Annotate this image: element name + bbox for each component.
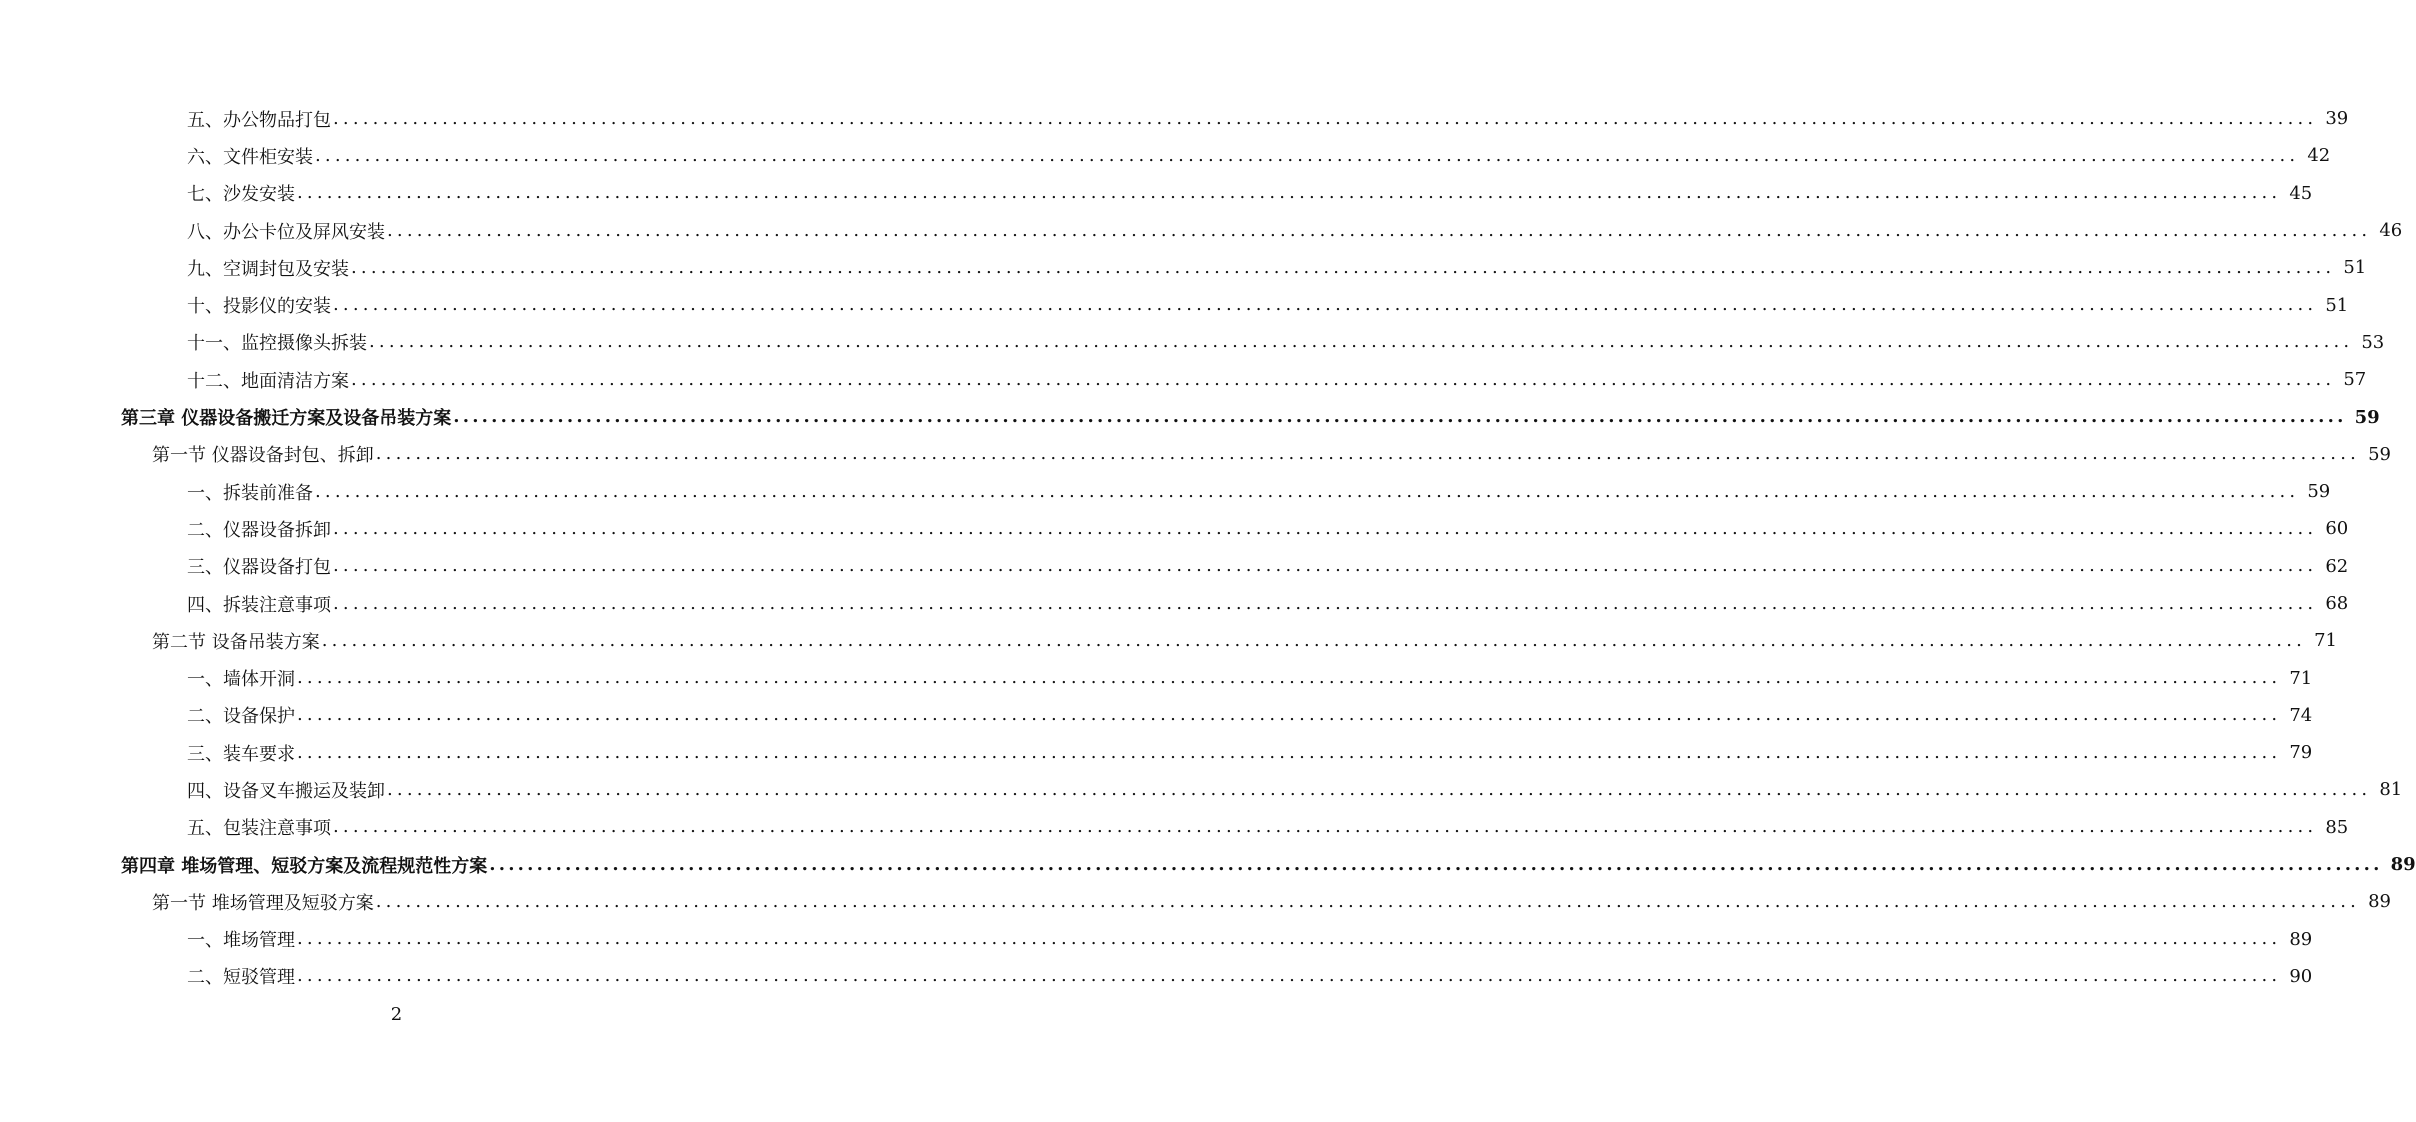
toc-section-entry[interactable]: [0, 622, 2337, 659]
toc-subsection-entry[interactable]: [0, 100, 2349, 137]
toc-dot-leader: ........................................................................................................................................................................................................: [297, 182, 2282, 204]
toc-entry-page-number: 68: [2325, 593, 2349, 614]
toc-entry-label: 二、仪器设备拆卸: [187, 519, 331, 541]
toc-subsection-entry[interactable]: [0, 473, 2331, 510]
toc-entry-page-number: 62: [2325, 555, 2349, 577]
toc-entry-label: 八、办公卡位及屏风安装: [187, 221, 385, 243]
toc-dot-leader: ........................................................................................................................................................................................................: [333, 816, 2318, 838]
toc-subsection-entry[interactable]: [0, 175, 2313, 212]
toc-entry-label: 五、办公物品打包: [187, 109, 331, 131]
toc-dot-leader: ........................................................................................................................................................................................................: [315, 144, 2300, 166]
toc-dot-leader: ........................................................................................................................................................................................................: [369, 331, 2354, 353]
toc-entry-label: 十、投影仪的安装: [187, 296, 331, 318]
toc-entry-page-number: 59: [2354, 406, 2380, 428]
toc-entry-label: 二、设备保护: [187, 706, 295, 728]
toc-section-entry[interactable]: [0, 883, 2391, 920]
toc-dot-leader: ........................................................................................................................................................................................................: [297, 928, 2282, 950]
toc-subsection-entry[interactable]: [0, 510, 2349, 547]
toc-entry-page-number: 89: [2289, 928, 2313, 950]
toc-subsection-entry[interactable]: [0, 548, 2349, 585]
toc-entry-label: 二、短驳管理: [187, 967, 295, 989]
toc-dot-leader: ........................................................................................................................................................................................................: [489, 853, 2383, 875]
toc-subsection-entry[interactable]: [0, 809, 2349, 846]
toc-dot-leader: ........................................................................................................................................................................................................: [321, 629, 2307, 651]
toc-entry-label: 第一节 堆场管理及短驳方案: [152, 892, 374, 914]
toc-entry-page-number: 71: [2314, 630, 2337, 652]
toc-subsection-entry[interactable]: [0, 958, 2313, 995]
toc-subsection-entry[interactable]: [0, 286, 2349, 323]
toc-entry-page-number: 90: [2289, 965, 2313, 987]
toc-subsection-entry[interactable]: [0, 921, 2313, 958]
toc-dot-leader: ........................................................................................................................................................................................................: [387, 219, 2372, 241]
toc-entry-label: 四、拆装注意事项: [187, 594, 331, 616]
toc-entry-page-number: 59: [2307, 481, 2331, 503]
toc-dot-leader: ........................................................................................................................................................................................................: [333, 294, 2318, 316]
toc-entry-label: 十二、地面清洁方案: [187, 370, 349, 392]
toc-entry-label: 一、堆场管理: [187, 930, 295, 952]
toc-subsection-entry[interactable]: [0, 249, 2367, 286]
toc-entry-page-number: 89: [2390, 854, 2416, 876]
toc-section-entry[interactable]: [0, 436, 2391, 473]
toc-dot-leader: ........................................................................................................................................................................................................: [375, 890, 2361, 912]
toc-dot-leader: ........................................................................................................................................................................................................: [375, 443, 2361, 465]
toc-subsection-entry[interactable]: [0, 324, 2385, 361]
toc-entry-page-number: 74: [2289, 704, 2313, 726]
toc-dot-leader: ........................................................................................................................................................................................................: [333, 555, 2318, 577]
toc-entry-label: 十一、监控摄像头拆装: [187, 333, 367, 355]
toc-dot-leader: ........................................................................................................................................................................................................: [351, 368, 2336, 390]
toc-entry-label: 一、墙体开洞: [187, 669, 295, 691]
toc-dot-leader: ........................................................................................................................................................................................................: [333, 107, 2318, 129]
toc-entry-page-number: 85: [2325, 816, 2349, 838]
toc-entry-page-number: 57: [2343, 369, 2367, 391]
toc-entry-page-number: 60: [2325, 518, 2349, 540]
toc-entry-label: 第三章 仪器设备搬迁方案及设备吊装方案: [121, 408, 452, 430]
toc-dot-leader: ........................................................................................................................................................................................................: [297, 741, 2282, 763]
toc-dot-leader: ........................................................................................................................................................................................................: [297, 667, 2282, 689]
toc-entry-label: 三、仪器设备打包: [187, 557, 331, 579]
toc-entry-page-number: 42: [2307, 145, 2331, 167]
toc-dot-leader: ........................................................................................................................................................................................................: [297, 965, 2282, 987]
toc-subsection-entry[interactable]: [0, 137, 2331, 174]
toc-chapter-entry[interactable]: [0, 398, 2380, 435]
toc-subsection-entry[interactable]: [0, 734, 2313, 771]
toc-entry-label: 第四章 堆场管理、短驳方案及流程规范性方案: [121, 855, 488, 877]
toc-entry-page-number: 79: [2289, 742, 2313, 764]
toc-entry-page-number: 53: [2361, 331, 2385, 353]
toc-dot-leader: ........................................................................................................................................................................................................: [351, 256, 2336, 278]
toc-subsection-entry[interactable]: [0, 697, 2313, 734]
toc-entry-label: 第二节 设备吊装方案: [152, 631, 320, 653]
page-number: 2: [390, 1004, 403, 1025]
toc-subsection-entry[interactable]: [0, 659, 2313, 696]
toc-subsection-entry[interactable]: [0, 771, 2403, 808]
toc-entry-label: 一、拆装前准备: [187, 482, 313, 504]
toc-dot-leader: ........................................................................................................................................................................................................: [315, 480, 2300, 502]
toc-chapter-entry[interactable]: [0, 846, 2416, 883]
toc-entry-page-number: 59: [2368, 443, 2391, 465]
toc-entry-page-number: 46: [2379, 220, 2403, 242]
toc-entry-label: 九、空调封包及安装: [187, 258, 349, 280]
table-of-contents: [0, 100, 2416, 995]
toc-entry-label: 五、包装注意事项: [187, 818, 331, 840]
toc-subsection-entry[interactable]: [0, 361, 2367, 398]
toc-entry-page-number: 51: [2343, 257, 2367, 279]
toc-dot-leader: ........................................................................................................................................................................................................: [297, 704, 2282, 726]
toc-dot-leader: ........................................................................................................................................................................................................: [333, 517, 2318, 539]
toc-entry-page-number: 81: [2379, 779, 2403, 801]
toc-entry-label: 七、沙发安装: [187, 184, 295, 206]
toc-subsection-entry[interactable]: [0, 585, 2349, 622]
toc-entry-label: 第一节 仪器设备封包、拆卸: [152, 445, 374, 467]
toc-entry-page-number: 39: [2325, 108, 2349, 130]
toc-entry-label: 三、装车要求: [187, 743, 295, 765]
toc-entry-label: 四、设备叉车搬运及装卸: [187, 780, 385, 802]
toc-entry-label: 六、文件柜安装: [187, 146, 313, 168]
toc-dot-leader: ........................................................................................................................................................................................................: [387, 778, 2372, 800]
toc-dot-leader: ........................................................................................................................................................................................................: [333, 592, 2318, 614]
toc-subsection-entry[interactable]: [0, 212, 2403, 249]
toc-entry-page-number: 71: [2289, 667, 2313, 689]
toc-entry-page-number: 45: [2289, 182, 2313, 204]
toc-dot-leader: ........................................................................................................................................................................................................: [453, 406, 2347, 428]
toc-entry-page-number: 51: [2325, 294, 2349, 316]
toc-entry-page-number: 89: [2368, 891, 2391, 913]
